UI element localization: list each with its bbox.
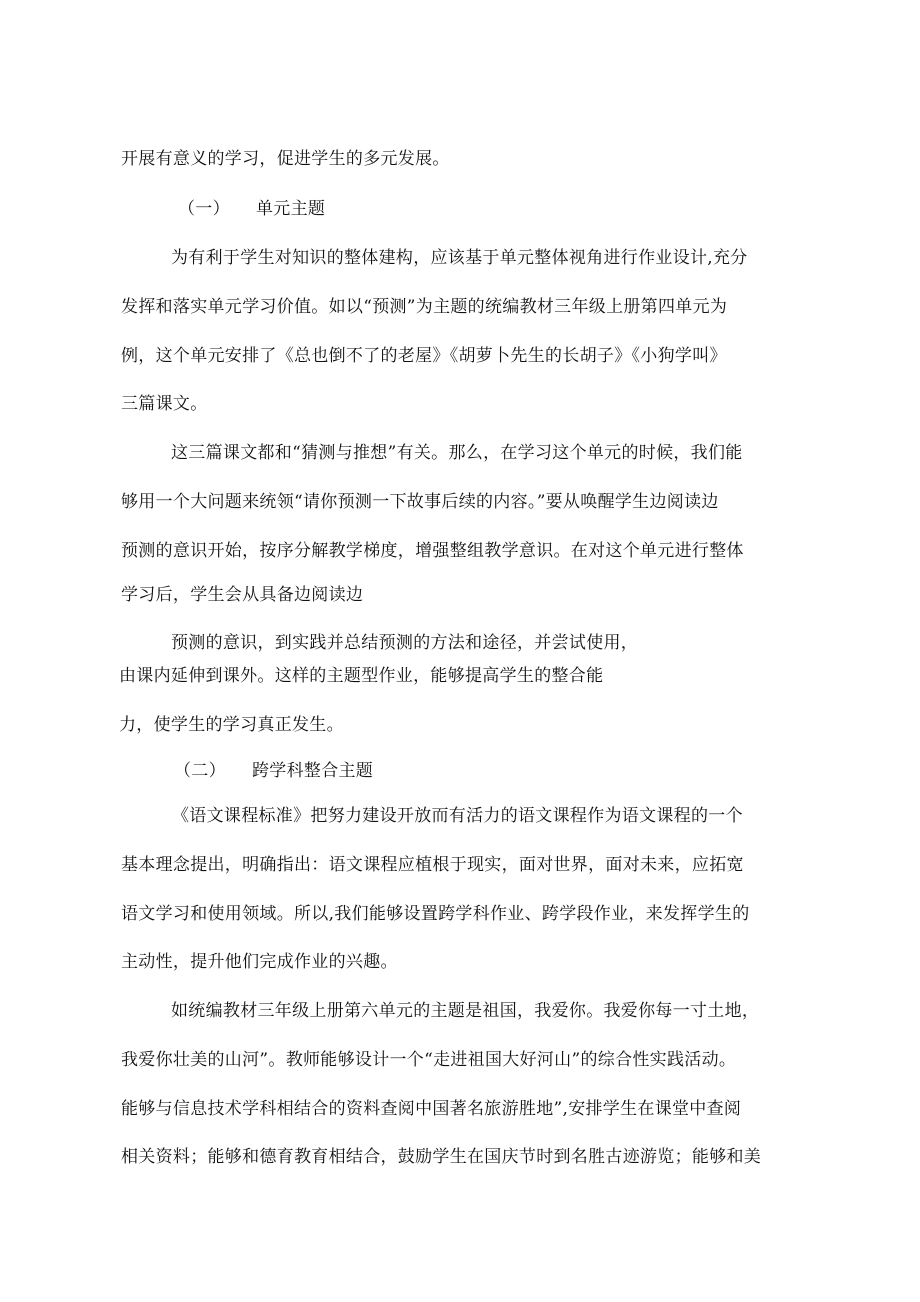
paragraph-line: 相关资料；能够和德育教育相结合，鼓励学生在国庆节时到名胜古迹游览；能够和美 — [121, 1147, 762, 1167]
paragraph-line: 开展有意义的学习，促进学生的多元发展。 — [121, 149, 450, 169]
paragraph-line: 学习后，学生会从具备边阅读边 — [121, 585, 364, 605]
paragraph-line: 基本理念提出，明确指出：语文课程应植根于现实，面对世界，面对未来，应拓宽 — [121, 855, 744, 875]
paragraph-line: 《语文课程标准》把努力建设开放而有活力的语文课程作为语文课程的一个 — [172, 806, 743, 826]
paragraph-line: 预测的意识开始，按序分解教学梯度，增强整组教学意识。在对这个单元进行整体 — [121, 541, 744, 561]
paragraph-line: 三篇课文。 — [121, 394, 208, 414]
paragraph-line: 如统编教材三年级上册第六单元的主题是祖国，我爱你。我爱你每一寸土地， — [171, 1001, 760, 1021]
section-heading-2 — [174, 760, 373, 782]
paragraph-line: 主动性，提升他们完成作业的兴趣。 — [121, 952, 398, 972]
paragraph-line: 发挥和落实单元学习价值。如以“预测”为主题的统编教材三年级上册第四单元为 — [121, 297, 728, 317]
paragraph-line: 预测的意识，到实践并总结预测的方法和途径，并尝试使用， — [171, 633, 639, 653]
paragraph-line: 例，这个单元安排了《总也倒不了的老屋》《胡萝卜先生的长胡子》《小狗学叫》 — [121, 346, 727, 366]
paragraph-line: 力，使学生的学习真正发生。 — [119, 715, 344, 735]
paragraph-line: 为有利于学生对知识的整体建构，应该基于单元整体视角进行作业设计,充分 — [171, 248, 748, 268]
paragraph-line: 我爱你壮美的山河”。教师能够设计一个“走进祖国大好河山”的综合性实践活动。 — [121, 1050, 737, 1070]
section-title: 跨学科整合主题 — [252, 761, 374, 781]
paragraph-line: 这三篇课文都和“猜测与推想”有关。那么，在学习这个单元的时候，我们能 — [171, 443, 743, 463]
section-heading-1 — [178, 198, 325, 220]
paragraph-line: 语文学习和使用领域。所以,我们能够设置跨学科作业、跨学段作业，来发挥学生的 — [121, 904, 750, 924]
paragraph-line: 能够与信息技术学科相结合的资料查阅中国著名旅游胜地”,安排学生在课堂中查阅 — [121, 1099, 742, 1119]
paragraph-line: 由课内延伸到课外。这样的主题型作业，能够提高学生的整合能 — [119, 666, 604, 686]
section-number: （一） — [178, 199, 230, 219]
section-number: （二） — [174, 761, 226, 781]
paragraph-line: 够用一个大问题来统领“请你预测一下故事后续的内容。”要从唤醒学生边阅读边 — [121, 492, 719, 512]
section-title: 单元主题 — [256, 199, 326, 219]
